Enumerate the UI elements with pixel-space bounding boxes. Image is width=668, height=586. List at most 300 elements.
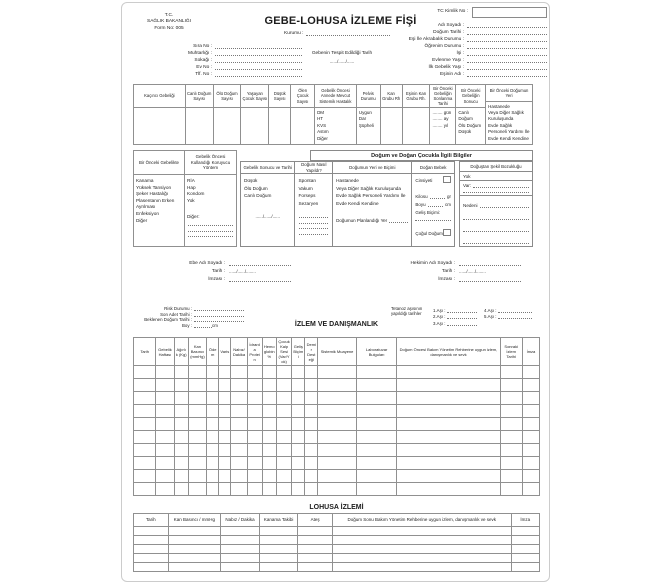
physician-name-row bbox=[395, 258, 525, 266]
izlem-cell bbox=[219, 444, 231, 457]
lohusa-cell bbox=[168, 554, 221, 563]
lohusa-col-header: Nabız / Dakika bbox=[221, 514, 260, 527]
izlem-section-title: İZLEM VE DANIŞMANLIK bbox=[294, 321, 379, 328]
izlem-cell bbox=[188, 444, 206, 457]
izlem-col-header: Ödem bbox=[207, 338, 219, 366]
lohusa-row bbox=[134, 563, 540, 572]
boy-label: Boy : bbox=[120, 323, 192, 328]
method-item: Forseps bbox=[298, 193, 316, 199]
anomaly-none-row bbox=[460, 172, 532, 181]
izlem-cell bbox=[318, 379, 357, 392]
method-item: Sezaryen bbox=[298, 200, 319, 206]
izlem-cell bbox=[156, 431, 174, 444]
history-col bbox=[134, 85, 186, 144]
history-col-body bbox=[214, 108, 241, 144]
risk-field-line bbox=[194, 313, 244, 317]
history-col bbox=[241, 85, 269, 144]
identity-field-row bbox=[358, 42, 547, 49]
place-item: Veya Diğer Sağlık Kuruluşunda bbox=[336, 185, 402, 191]
izlem-cell bbox=[156, 418, 174, 431]
izlem-cell bbox=[397, 392, 500, 405]
lohusa-cell bbox=[511, 527, 539, 536]
identity-field-row bbox=[358, 28, 547, 35]
anomaly-present-label: Var: bbox=[463, 182, 472, 188]
identity-field-line bbox=[467, 66, 547, 70]
izlem-cell bbox=[318, 366, 357, 379]
izlem-cell bbox=[262, 431, 276, 444]
history-col-header: Bir Önceki Doğumun Yeri bbox=[486, 85, 532, 102]
lohusa-cell bbox=[134, 536, 169, 545]
izlem-cell bbox=[262, 470, 276, 483]
presentation-field bbox=[412, 210, 454, 215]
izlem-cell bbox=[500, 483, 522, 496]
boy-unit: cm bbox=[212, 322, 218, 328]
history-col-header: Düşük Sayısı bbox=[269, 85, 290, 108]
izlem-cell bbox=[522, 392, 539, 405]
result-item: Ölü Doğum bbox=[244, 185, 268, 191]
izlem-cell bbox=[397, 366, 500, 379]
planned-place-line bbox=[389, 219, 408, 223]
izlem-cell bbox=[292, 483, 305, 496]
anomaly-present-line2 bbox=[463, 189, 529, 193]
midwife-name-row bbox=[165, 258, 295, 266]
izlem-row bbox=[134, 392, 540, 405]
izlem-cell bbox=[305, 392, 318, 405]
history-col bbox=[214, 85, 242, 144]
lohusa-cell bbox=[332, 563, 511, 572]
anomaly-extra-line-row bbox=[460, 215, 532, 222]
izlem-cell bbox=[318, 457, 357, 470]
izlem-cell bbox=[156, 457, 174, 470]
izlem-col-header: Hemoglobin % bbox=[262, 338, 276, 366]
lohusa-body bbox=[134, 527, 540, 572]
anomaly-reason-label: Nedeni bbox=[463, 203, 478, 209]
izlem-cell bbox=[356, 405, 397, 418]
header-field-row bbox=[160, 70, 302, 77]
izlem-cell bbox=[174, 379, 188, 392]
anomaly-box bbox=[459, 161, 533, 247]
midwife-sign-line bbox=[229, 278, 291, 282]
tetanus-dose-row bbox=[484, 313, 532, 320]
izlem-col-header: Doğum Öncesi Bakım Yönetim Rehberine uygun izlem, danışmanlık ve sevk bbox=[397, 338, 500, 366]
izlem-cell bbox=[522, 379, 539, 392]
history-col-body bbox=[134, 108, 185, 144]
izlem-cell bbox=[174, 405, 188, 418]
header-field-label: Sıra No : bbox=[160, 44, 212, 49]
lohusa-cell bbox=[168, 536, 221, 545]
izlem-cell bbox=[276, 379, 291, 392]
result-header: Gebelik Sonucu ve Tarihi bbox=[241, 162, 294, 174]
izlem-cell bbox=[500, 470, 522, 483]
lohusa-cell bbox=[259, 545, 298, 554]
midwife-sign-label: İmzası : bbox=[165, 277, 225, 282]
izlem-cell bbox=[292, 457, 305, 470]
izlem-cell bbox=[276, 483, 291, 496]
risk-field-row bbox=[120, 311, 246, 317]
izlem-cell bbox=[219, 483, 231, 496]
izlem-col-header: Geliş Biçimi bbox=[292, 338, 305, 366]
midwife-name-line bbox=[229, 262, 291, 266]
history-col-header: Eşinin Kan Grubu Rh. bbox=[403, 85, 430, 108]
izlem-cell bbox=[174, 444, 188, 457]
lohusa-cell bbox=[298, 527, 333, 536]
izlem-cell bbox=[262, 444, 276, 457]
tetanus-label: Tetanoz aşısının yapıldığı tarihler bbox=[391, 306, 423, 316]
height-line bbox=[428, 203, 443, 207]
izlem-cell bbox=[188, 457, 206, 470]
identity-field-label: İlk Gebelik Yaşı : bbox=[358, 65, 464, 70]
agency-tc: T.C. bbox=[164, 13, 174, 18]
lohusa-cell bbox=[332, 536, 511, 545]
izlem-cell bbox=[397, 457, 500, 470]
method-item: Spontan bbox=[298, 178, 316, 183]
izlem-cell bbox=[207, 379, 219, 392]
height-label: Boyu bbox=[415, 202, 426, 207]
previous-pregnancy-item: Diğer bbox=[136, 217, 148, 223]
identity-field-row bbox=[358, 21, 547, 28]
izlem-row bbox=[134, 457, 540, 470]
history-col bbox=[315, 85, 357, 144]
izlem-cell bbox=[219, 405, 231, 418]
izlem-cell bbox=[174, 418, 188, 431]
izlem-cell bbox=[305, 444, 318, 457]
izlem-cell bbox=[247, 405, 262, 418]
result-date: ....../....../...... bbox=[255, 213, 280, 219]
history-col bbox=[403, 85, 431, 144]
previous-pregnancy-item: Yüksek Tansiyon bbox=[136, 184, 172, 190]
izlem-cell bbox=[522, 457, 539, 470]
birth-info-title: Doğum ve Doğan Çocukla İlgili Bilgiler bbox=[310, 150, 533, 161]
tetanus-dose-label: 3.Aşı : bbox=[433, 320, 446, 326]
izlem-cell bbox=[134, 483, 156, 496]
history-item: Veya Diğer Sağlık Kuruluşunda bbox=[488, 109, 524, 122]
izlem-cell bbox=[134, 392, 156, 405]
tetanus-doses-col2 bbox=[484, 306, 532, 319]
lohusa-row bbox=[134, 536, 540, 545]
izlem-cell bbox=[188, 366, 206, 379]
izlem-cell bbox=[356, 470, 397, 483]
lohusa-cell bbox=[168, 563, 221, 572]
tetanus-dose-label: 1.Aşı : bbox=[433, 307, 446, 313]
identity-field-label: Eşi İle Akrabalık Durumu : bbox=[358, 37, 464, 42]
identity-field-line bbox=[467, 24, 547, 28]
izlem-cell bbox=[356, 431, 397, 444]
izlem-cell bbox=[231, 457, 247, 470]
gender-label: Cinsiyeti bbox=[415, 178, 433, 183]
izlem-cell bbox=[522, 483, 539, 496]
lohusa-cell bbox=[259, 554, 298, 563]
izlem-cell bbox=[247, 366, 262, 379]
identity-field-row bbox=[358, 63, 547, 70]
lohusa-cell bbox=[332, 527, 511, 536]
izlem-cell bbox=[247, 470, 262, 483]
gender-field bbox=[412, 176, 454, 183]
identity-field-row bbox=[358, 56, 547, 63]
history-item: KVS bbox=[317, 122, 327, 128]
izlem-cell bbox=[397, 405, 500, 418]
lohusa-cell bbox=[134, 554, 169, 563]
izlem-cell bbox=[292, 392, 305, 405]
header-field-label: Muhtarlığı : bbox=[160, 51, 212, 56]
izlem-cell bbox=[292, 379, 305, 392]
lohusa-cell bbox=[511, 554, 539, 563]
izlem-cell bbox=[134, 418, 156, 431]
izlem-cell bbox=[500, 366, 522, 379]
method-header: Doğum Nasıl Yapıldı? bbox=[295, 162, 332, 174]
lohusa-row bbox=[134, 527, 540, 536]
izlem-row bbox=[134, 444, 540, 457]
anomaly-extra-line bbox=[463, 216, 529, 220]
physician-sign-row bbox=[395, 274, 525, 282]
izlem-cell bbox=[292, 418, 305, 431]
izlem-cell bbox=[219, 457, 231, 470]
anomaly-extra-line-row bbox=[460, 239, 532, 246]
izlem-cell bbox=[262, 483, 276, 496]
previous-pregnancy-item: Enfeksiyon bbox=[136, 210, 159, 216]
izlem-cell bbox=[134, 470, 156, 483]
izlem-cell bbox=[174, 366, 188, 379]
izlem-cell bbox=[207, 392, 219, 405]
izlem-cell bbox=[231, 379, 247, 392]
izlem-body bbox=[134, 366, 540, 496]
izlem-cell bbox=[219, 366, 231, 379]
izlem-cell bbox=[305, 405, 318, 418]
method-blank-lines bbox=[295, 207, 332, 234]
izlem-cell bbox=[174, 431, 188, 444]
header-field-line bbox=[215, 52, 302, 56]
izlem-cell bbox=[247, 392, 262, 405]
physician-sign-label: İmzası : bbox=[395, 277, 455, 282]
physician-date-label: Tarih : bbox=[395, 269, 455, 274]
izlem-cell bbox=[188, 405, 206, 418]
izlem-cell bbox=[207, 431, 219, 444]
izlem-cell bbox=[188, 470, 206, 483]
lohusa-head bbox=[134, 514, 540, 527]
planned-place-field bbox=[333, 218, 411, 223]
history-col bbox=[269, 85, 291, 144]
tetanus-dose-line bbox=[498, 315, 532, 319]
midwife-name-label: Ebe Adı Soyadı : bbox=[165, 261, 225, 266]
izlem-col-header: Laboratuvar Bulguları bbox=[356, 338, 397, 366]
header-field-line bbox=[215, 45, 302, 49]
anomaly-extra-line bbox=[463, 228, 529, 232]
history-col-header: Bir Önceki Gebeliğin Sonucu bbox=[456, 85, 485, 108]
obstetric-history-table bbox=[133, 84, 533, 145]
header-field-line bbox=[215, 59, 302, 63]
izlem-cell bbox=[134, 366, 156, 379]
presentation-line-row bbox=[412, 217, 454, 221]
izlem-cell bbox=[356, 366, 397, 379]
izlem-col-header: Varis bbox=[219, 338, 231, 366]
history-col bbox=[456, 85, 486, 144]
birth-info-table bbox=[240, 161, 455, 247]
izlem-cell bbox=[522, 470, 539, 483]
tetanus-dose-label: 5.Aşı : bbox=[484, 314, 497, 319]
lohusa-cell bbox=[259, 536, 298, 545]
form-title: GEBE-LOHUSA İZLEME FİŞİ bbox=[264, 15, 417, 27]
tetanus-dose-row bbox=[484, 306, 532, 313]
method-blank-line bbox=[299, 229, 328, 235]
lohusa-cell bbox=[134, 563, 169, 572]
history-col bbox=[430, 85, 456, 144]
izlem-cell bbox=[156, 405, 174, 418]
history-item: HT bbox=[317, 116, 324, 122]
izlem-cell bbox=[156, 483, 174, 496]
tetanus-dose-row bbox=[433, 306, 477, 313]
izlem-cell bbox=[305, 418, 318, 431]
identity-field-line bbox=[467, 73, 547, 77]
izlem-cell bbox=[318, 444, 357, 457]
izlem-cell bbox=[207, 418, 219, 431]
identity-field-row bbox=[358, 35, 547, 42]
izlem-cell bbox=[247, 431, 262, 444]
izlem-cell bbox=[522, 418, 539, 431]
history-col-body bbox=[291, 108, 314, 144]
izlem-cell bbox=[318, 470, 357, 483]
izlem-cell bbox=[231, 418, 247, 431]
identity-field-label: İşi : bbox=[358, 51, 464, 56]
multiple-birth-checkbox bbox=[443, 229, 451, 236]
izlem-cell bbox=[276, 444, 291, 457]
izlem-cell bbox=[356, 392, 397, 405]
izlem-cell bbox=[318, 418, 357, 431]
izlem-cell bbox=[397, 483, 500, 496]
izlem-cell bbox=[247, 444, 262, 457]
contraception-col bbox=[185, 151, 236, 246]
izlem-col-header: Nabız/Dakika bbox=[231, 338, 247, 366]
lohusa-cell bbox=[134, 545, 169, 554]
agency-form-no: Form No: 005 bbox=[154, 25, 184, 31]
izlem-cell bbox=[397, 444, 500, 457]
lohusa-cell bbox=[511, 536, 539, 545]
lohusa-cell bbox=[221, 527, 260, 536]
izlem-cell bbox=[356, 418, 397, 431]
izlem-cell bbox=[318, 483, 357, 496]
izlem-cell bbox=[219, 470, 231, 483]
history-item: Düşük bbox=[458, 129, 472, 135]
midwife-signature-block bbox=[165, 258, 295, 282]
risk-field-label: Beklenen Doğum Tarihi : bbox=[120, 317, 192, 322]
tetanus-dose-label: 2.Aşı : bbox=[433, 314, 446, 319]
lohusa-cell bbox=[168, 545, 221, 554]
kurumu-label: Kurumu : bbox=[284, 31, 303, 36]
izlem-cell bbox=[188, 418, 206, 431]
tetanus-dose-row bbox=[433, 313, 477, 320]
izlem-cell bbox=[188, 483, 206, 496]
izlem-cell bbox=[356, 483, 397, 496]
physician-signature-block bbox=[395, 258, 525, 282]
izlem-cell bbox=[174, 470, 188, 483]
risk-field-line bbox=[194, 307, 244, 311]
result-item: Düşük bbox=[244, 178, 258, 183]
lohusa-cell bbox=[221, 554, 260, 563]
izlem-cell bbox=[305, 483, 318, 496]
izlem-cell bbox=[262, 457, 276, 470]
izlem-cell bbox=[276, 392, 291, 405]
lohusa-cell bbox=[298, 554, 333, 563]
contraception-item: Yok bbox=[187, 197, 195, 203]
lohusa-table bbox=[133, 513, 540, 572]
izlem-cell bbox=[356, 457, 397, 470]
previous-pregnancy-items bbox=[134, 175, 184, 246]
history-col-body bbox=[186, 108, 213, 144]
izlem-cell bbox=[500, 418, 522, 431]
lohusa-cell bbox=[221, 536, 260, 545]
place-header: Doğumun Yeri ve Biçimi bbox=[333, 162, 411, 174]
izlem-cell bbox=[500, 405, 522, 418]
anomaly-present-row bbox=[460, 181, 532, 189]
izlem-row bbox=[134, 366, 540, 379]
previous-pregnancy-item: Kanama bbox=[136, 178, 154, 183]
anomaly-none-label: Yok bbox=[463, 173, 471, 179]
izlem-cell bbox=[276, 470, 291, 483]
history-col bbox=[381, 85, 403, 144]
izlem-cell bbox=[500, 392, 522, 405]
izlem-cell bbox=[276, 457, 291, 470]
izlem-header-row bbox=[134, 338, 540, 366]
contraception-header: Gebelik Öncesi Kullandığı Koruyucu Yöntem bbox=[185, 151, 236, 175]
tetanus-dose-line bbox=[447, 309, 477, 313]
izlem-cell bbox=[207, 405, 219, 418]
izlem-cell bbox=[276, 366, 291, 379]
height-unit: cm bbox=[445, 202, 451, 207]
gender-checkbox bbox=[443, 176, 451, 183]
izlem-row bbox=[134, 470, 540, 483]
izlem-cell bbox=[156, 379, 174, 392]
izlem-cell bbox=[231, 405, 247, 418]
history-item: Diğer bbox=[317, 135, 328, 141]
presentation-label: Geliş Biçimi: bbox=[415, 210, 441, 215]
izlem-cell bbox=[188, 392, 206, 405]
izlem-cell bbox=[262, 366, 276, 379]
history-item: DM bbox=[317, 109, 325, 115]
izlem-row bbox=[134, 418, 540, 431]
risk-field-label: Son Adet Tarihi : bbox=[120, 312, 192, 317]
izlem-cell bbox=[318, 392, 357, 405]
lohusa-cell bbox=[221, 545, 260, 554]
anomaly-present-line2-row bbox=[460, 189, 532, 196]
izlem-cell bbox=[174, 483, 188, 496]
tc-kimlik-label: TC Kimlik No : bbox=[404, 9, 468, 14]
anomaly-extra-line-row bbox=[460, 227, 532, 234]
contraception-items bbox=[185, 175, 236, 246]
izlem-col-header: Sonraki İzlem Tarihi bbox=[500, 338, 522, 366]
izlem-cell bbox=[276, 418, 291, 431]
history-col-header: Ölen Çocuk Sayısı bbox=[291, 85, 314, 108]
izlem-cell bbox=[156, 444, 174, 457]
izlem-col-header: Demir Desteği bbox=[305, 338, 318, 366]
izlem-cell bbox=[207, 366, 219, 379]
izlem-cell bbox=[134, 431, 156, 444]
izlem-cell bbox=[219, 418, 231, 431]
anomaly-reason-line bbox=[480, 204, 529, 208]
lohusa-section-title: LOHUSA İZLEMİ bbox=[309, 504, 364, 511]
baby-header: Doğan Bebek bbox=[412, 162, 454, 174]
physician-sign-line bbox=[459, 278, 521, 282]
izlem-cell bbox=[231, 444, 247, 457]
history-col-header: Kaçıncı Gebeliği bbox=[134, 85, 185, 108]
izlem-cell bbox=[231, 470, 247, 483]
weight-field bbox=[412, 194, 454, 199]
previous-pregnancy-item: Plasentanın Erken Ayrılması bbox=[136, 197, 175, 210]
izlem-cell bbox=[231, 431, 247, 444]
lohusa-col-header: Doğum Sonu Bakım Yönetim Rehberine uygun izlem, danışmanlık ve sevk bbox=[332, 514, 511, 527]
lohusa-cell bbox=[332, 545, 511, 554]
previous-pregnancy-item: Şeker Hastalığı bbox=[136, 191, 169, 197]
history-col bbox=[186, 85, 214, 144]
izlem-cell bbox=[247, 457, 262, 470]
izlem-cell bbox=[207, 483, 219, 496]
